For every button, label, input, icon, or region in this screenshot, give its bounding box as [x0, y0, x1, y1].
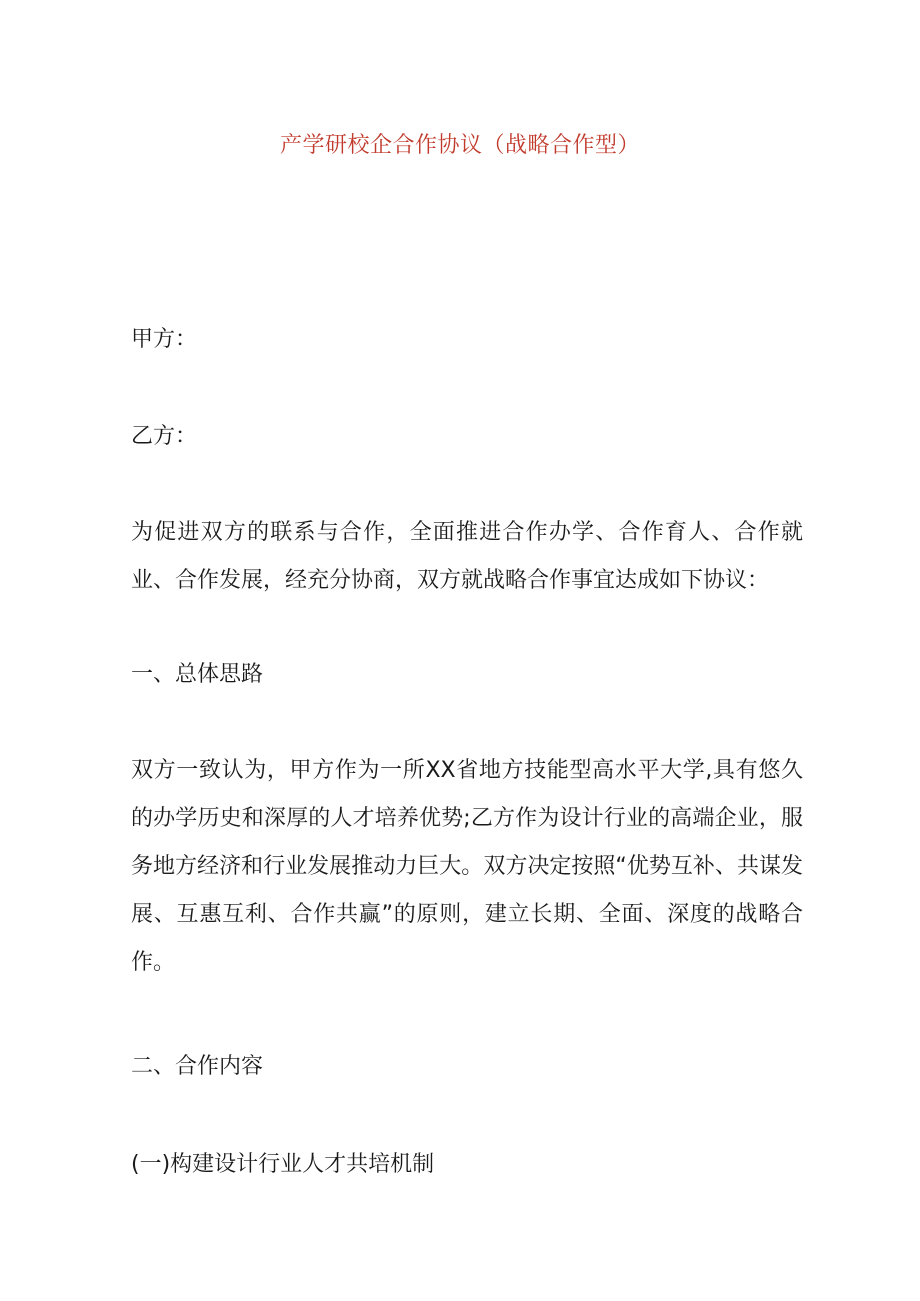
section-1-heading: 一、总体思路 — [131, 662, 264, 687]
section-1-body: 双方一致认为，甲方作为一所XX省地方技能型高水平大学,具有悠久的办学历史和深厚的人才培养优势;乙方作为设计行业的高端企业，服务地方经济和行业发展推动力巨大。双方决定按照“优势互补、共谋发展、互惠互利、合作共赢”的原则，建立长期、全面、深度的战略合作。 — [131, 758, 803, 975]
party-b-label: 乙方： — [131, 424, 198, 449]
section-2-heading: 二、合作内容 — [131, 1054, 264, 1079]
document-title: 产学研校企合作协议（战略合作型） — [279, 133, 640, 158]
party-a-label: 甲方： — [131, 327, 198, 352]
subsection-1-heading: (一)构建设计行业人才共培机制 — [131, 1152, 435, 1177]
intro-paragraph: 为促进双方的联系与合作，全面推进合作办学、合作育人、合作就业、合作发展，经充分协商，双方就战略合作事宜达成如下协议： — [131, 520, 803, 593]
